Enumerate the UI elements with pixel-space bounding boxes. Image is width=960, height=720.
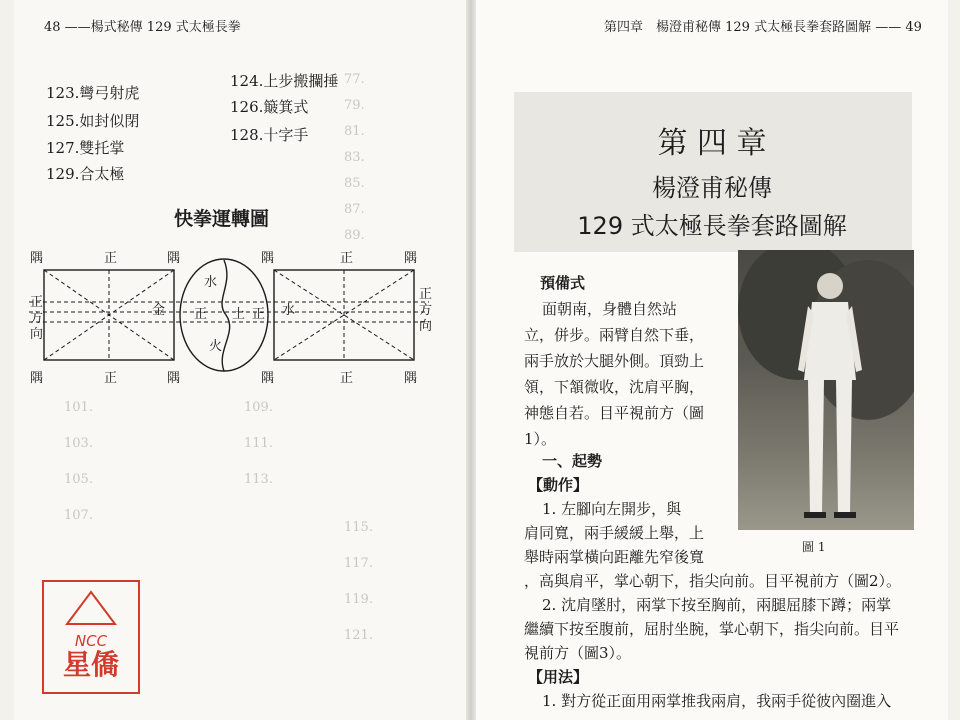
list-item: 123.彎弓射虎 <box>46 84 140 102</box>
yin-yang-curve <box>222 260 230 371</box>
left-page-header: 48 ——楊式秘傳 129 式太極長拳 <box>44 20 241 35</box>
diagram-title: 快拳運轉圖 <box>174 208 270 230</box>
publisher-stamp <box>42 580 140 694</box>
figure-caption: 圖 1 <box>802 540 826 554</box>
ghost-text: 77. <box>344 72 365 87</box>
corner-label: 隅 <box>30 371 44 386</box>
ghost-text: 85. <box>344 176 365 191</box>
stamp-text: NCC <box>74 632 108 650</box>
direction-label-right: 正方向 <box>419 287 433 334</box>
list-item: 128.十字手 <box>230 126 309 144</box>
element-metal: 金 <box>152 303 166 318</box>
body-line: ，高與肩平，掌心朝下，指尖向前。目平視前方（圖2）。 <box>524 572 902 590</box>
ghost-text: 105. <box>64 472 93 487</box>
chapter-title-line1: 楊澄甫秘傳 <box>652 174 772 202</box>
ghost-text: 119. <box>344 592 373 607</box>
corner-label: 隅 <box>167 251 181 266</box>
body-line: 2. 沈肩墜肘，兩掌下按至胸前，兩腿屈膝下蹲；兩掌 <box>542 596 892 614</box>
side-label: 正 <box>104 371 118 386</box>
use-heading: 【用法】 <box>528 668 589 686</box>
list-item: 129.合太極 <box>46 165 125 183</box>
ghost-text: 103. <box>64 436 93 451</box>
ghost-text: 89. <box>344 228 365 243</box>
list-item: 127.雙托掌 <box>46 139 125 157</box>
left-page <box>14 0 466 720</box>
corner-label: 隅 <box>261 251 275 266</box>
body-line: 面朝南，身體自然站 <box>542 300 678 318</box>
corner-label: 隅 <box>167 371 181 386</box>
list-item: 126.簸箕式 <box>230 98 309 116</box>
element-water: 水 <box>204 275 218 290</box>
book-gutter <box>466 0 476 720</box>
body-line: 視前方（圖3）。 <box>524 644 632 662</box>
ghost-text: 81. <box>344 124 365 139</box>
direction-label-left: 正方向 <box>30 295 44 342</box>
right-page <box>476 0 948 720</box>
body-line: 立，併步。兩臂自然下垂， <box>524 326 705 344</box>
corner-label: 隅 <box>404 371 418 386</box>
body-line: 1. 對方從正面用兩掌推我兩肩，我兩手從彼內圈進入 <box>542 692 892 710</box>
ghost-text: 121. <box>344 628 373 643</box>
corner-label: 隅 <box>404 251 418 266</box>
ghost-text: 117. <box>344 556 373 571</box>
element-fire: 火 <box>209 339 223 354</box>
action-heading: 【動作】 <box>528 476 589 494</box>
body-line: 繼續下按至腹前，屈肘坐腕，掌心朝下，指尖向前。目平 <box>524 620 900 638</box>
side-label: 正 <box>340 371 354 386</box>
ghost-text: 101. <box>64 400 93 415</box>
list-item: 124.上步搬攔捶 <box>230 72 339 90</box>
ghost-text: 83. <box>344 150 365 165</box>
element-zheng: 正 <box>252 307 266 322</box>
ghost-text: 113. <box>244 472 273 487</box>
list-item: 125.如封似閉 <box>46 112 140 130</box>
chapter-title-line2: 129 式太極長拳套路圖解 <box>577 212 847 240</box>
ghost-text: 111. <box>244 436 273 451</box>
standing-figure-icon <box>738 250 914 530</box>
side-label: 正 <box>104 251 118 266</box>
body-line: 舉時兩掌橫向距離先窄後寬 <box>524 548 705 566</box>
triangle-logo-icon <box>61 588 121 628</box>
figure-1-photo <box>738 250 914 530</box>
body-line: 肩同寬，兩手緩緩上舉，上 <box>524 524 705 542</box>
corner-label: 隅 <box>261 371 275 386</box>
right-page-header: 第四章 楊澄甫秘傳 129 式太極長拳套路圖解 —— 49 <box>604 20 922 35</box>
corner-label: 隅 <box>30 251 44 266</box>
ghost-text: 109. <box>244 400 273 415</box>
ghost-text: 107. <box>64 508 93 523</box>
body-line: 領，下頷微收，沈肩平胸， <box>524 378 705 396</box>
prep-heading: 預備式 <box>540 274 586 292</box>
body-line: 1）。 <box>524 430 557 448</box>
ghost-text: 79. <box>344 98 365 113</box>
body-line: 神態自若。目平視前方（圖 <box>524 404 705 422</box>
stamp-text: 星僑 <box>62 648 119 681</box>
chapter-number: 第 四 章 <box>657 126 767 161</box>
element-water: 水 <box>282 303 296 318</box>
side-label: 正 <box>340 251 354 266</box>
body-line: 1. 左腳向左開步，與 <box>542 500 682 518</box>
section-heading: 一、起勢 <box>542 452 603 470</box>
quick-fist-diagram <box>24 240 444 390</box>
body-line: 兩手放於大腿外側。頂勁上 <box>524 352 705 370</box>
element-earth: 土 <box>232 307 246 322</box>
ghost-text: 87. <box>344 202 365 217</box>
element-zheng: 正 <box>194 307 208 322</box>
ghost-text: 115. <box>344 520 373 535</box>
